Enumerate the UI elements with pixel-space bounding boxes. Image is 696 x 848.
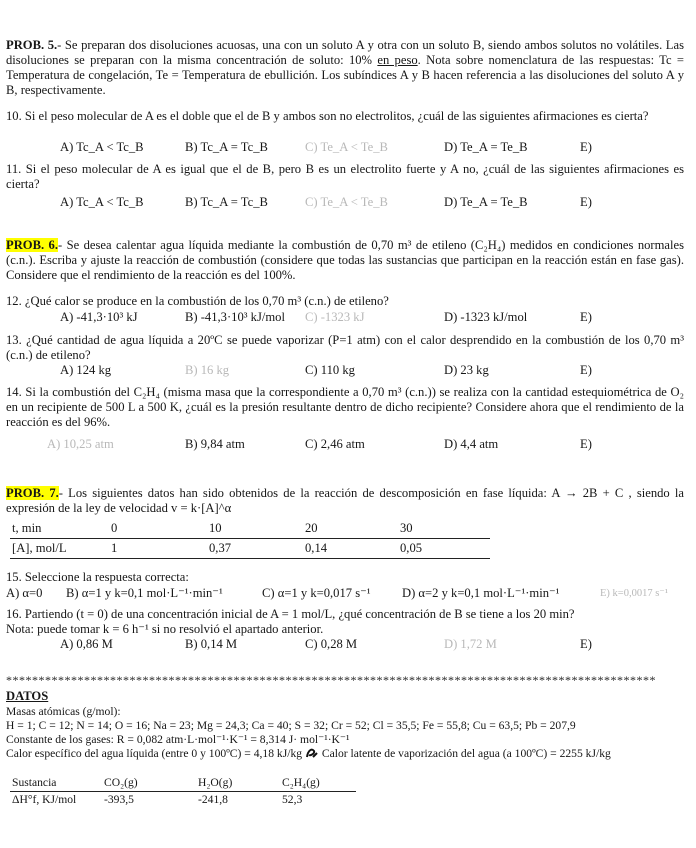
- kinetics-header-cell: 10: [209, 521, 222, 535]
- kinetics-cell: 0,05: [400, 541, 423, 555]
- enthalpy-header-cell: CO₂(g): [104, 776, 138, 789]
- q16-option-b: B) 0,14 M: [185, 637, 238, 651]
- q11-option-e: E): [580, 195, 592, 209]
- q10-option-d: D) Te_A = Te_B: [444, 140, 528, 154]
- q12-option-b: B) -41,3·10³ kJ/mol: [185, 310, 285, 324]
- datos-title: DATOS: [6, 689, 49, 703]
- q14-option-e: E): [580, 437, 592, 451]
- q16-note: Nota: puede tomar k = 6 h⁻¹ si no resolvió el apartado anterior.: [6, 622, 324, 636]
- q14-option-b: B) 9,84 atm: [185, 437, 245, 451]
- q13-option-e: E): [580, 363, 592, 377]
- enthalpy-header-cell: Sustancia: [12, 776, 57, 789]
- kinetics-header-cell: 0: [111, 521, 118, 535]
- q16-option-e: E): [580, 637, 592, 651]
- q10-option-b: B) Tc_A = Tc_B: [185, 140, 268, 154]
- datos-masas-label: Masas atómicas (g/mol):: [6, 705, 121, 718]
- separator-stars: ****************************************************************************************************: [6, 673, 656, 687]
- q13-option-c: C) 110 kg: [305, 363, 355, 377]
- q15-option-c: C) α=1 y k=0,017 s⁻¹: [262, 586, 371, 600]
- q14-option-a: A) 10,25 atm: [47, 437, 114, 451]
- prob6-intro: PROB. 6.- Se desea calentar agua líquida mediante la combustión de 0,70 m³ de etileno (C₂H₄) medidos en condiciones normales (c.n.). Escriba y ajuste la reacción de combustión (considere que todas las sustancias que participan en la reacción están en fase gas). Considere que el rendimiento de la reacción es del 100%.: [6, 238, 684, 282]
- q10-option-a: A) Tc_A < Tc_B: [60, 140, 144, 154]
- q11-option-b: B) Tc_A = Tc_B: [185, 195, 268, 209]
- kinetics-header-cell: 20: [305, 521, 318, 535]
- q16-text: 16. Partiendo (t = 0) de una concentración inicial de A = 1 mol/L, ¿qué concentración de B se tiene a los 20 min?: [6, 607, 575, 621]
- kinetics-header-cell: t, min: [12, 521, 42, 535]
- kinetics-cell: 0,14: [305, 541, 328, 555]
- kinetics-cell: 1: [111, 541, 118, 555]
- q13-option-a: A) 124 kg: [60, 363, 112, 377]
- q16-option-d: D) 1,72 M: [444, 637, 497, 651]
- q11-text: 11. Si el peso molecular de A es igual que el de B, pero B es un electrolito fuerte y A no, ¿cuál de las siguientes afirmaciones es cierta?: [6, 162, 684, 191]
- q12-option-a: A) -41,3·10³ kJ: [60, 310, 138, 324]
- q12-option-c: C) -1323 kJ: [305, 310, 365, 324]
- q15-option-e: E) k=0,0017 s⁻¹: [600, 588, 668, 599]
- q13-text: 13. ¿Qué cantidad de agua líquida a 20ºC se puede vaporizar (P=1 atm) con el calor desprendido en la combustión de los 0,70 m³ (c.n.) de etileno?: [6, 333, 684, 362]
- q14-option-c: C) 2,46 atm: [305, 437, 365, 451]
- q12-text: 12. ¿Qué calor se produce en la combustión de los 0,70 m³ (c.n.) de etileno?: [6, 294, 389, 308]
- kinetics-cell: 0,37: [209, 541, 232, 555]
- q11-option-a: A) Tc_A < Tc_B: [60, 195, 144, 209]
- prob5-intro: PROB. 5.- Se preparan dos disoluciones acuosas, una con un soluto A y otra con un soluto B, siendo ambos solutos no volátiles. Las disoluciones se preparan con la misma concentración de soluto: 10% en peso. Nota sobre nomenclatura de las respuestas: Tc = Temperatura de congelación, Te = Temperatura de ebullición. Los subíndices A y B hacen referencia a las disoluciones del soluto A y B, respectivamente.: [6, 38, 684, 97]
- prob7-label: PROB. 7.: [6, 486, 59, 500]
- q10-option-e: E): [580, 140, 592, 154]
- enthalpy-cell: 52,3: [282, 793, 303, 806]
- datos-calor-especifico: Calor específico del agua líquida (entre 0 y 100ºC) = 4,18 kJ/kg: [6, 747, 303, 760]
- q16-option-c: C) 0,28 M: [305, 637, 358, 651]
- enthalpy-header-cell: C₂H₄(g): [282, 776, 320, 789]
- q14-text: 14. Si la combustión del C₂H₄ (misma masa que la correspondiente a 0,70 m³ (c.n.)) se realiza con la cantidad estequiométrica de O₂ en un recipiente de 500 L a 500 K, ¿cuál es la presión resultante dentro de dicho recipiente? Considere ahora que el rendimiento de la reacción es del 96%.: [6, 385, 684, 429]
- q13-option-b: B) 16 kg: [185, 363, 230, 377]
- datos-masas: H = 1; C = 12; N = 14; O = 16; Na = 23; Mg = 24,3; Ca = 40; S = 32; Cr = 52; Cl = 35,5; Fe = 55,8; Cu = 63,5; Pb = 207,9: [6, 719, 576, 732]
- kinetics-table-rule: [10, 558, 490, 559]
- q12-option-d: D) -1323 kJ/mol: [444, 310, 528, 324]
- q15-option-a: A) α=0: [6, 586, 43, 600]
- kinetics-table-rule: [10, 538, 490, 539]
- q15-text: 15. Seleccione la respuesta correcta:: [6, 570, 189, 584]
- enthalpy-cell: -393,5: [104, 793, 134, 806]
- prob6-label: PROB. 6.: [6, 238, 58, 252]
- enthalpy-table-rule: [10, 791, 356, 792]
- q10-option-c: C) Te_A < Te_B: [305, 140, 388, 154]
- q12-option-e: E): [580, 310, 592, 324]
- q14-option-d: D) 4,4 atm: [444, 437, 499, 451]
- datos-calor-latente: Calor latente de vaporización del agua (a 100ºC) = 2255 kJ/kg: [321, 747, 611, 760]
- kinetics-cell: [A], mol/L: [12, 541, 67, 555]
- datos-gases: Constante de los gases: R = 0,082 atm·L·mol⁻¹·K⁻¹ = 8,314 J· mol⁻¹·K⁻¹: [6, 733, 350, 746]
- q15-option-d: D) α=2 y k=0,1 mol·L⁻¹·min⁻¹: [402, 586, 560, 600]
- prob7-intro: PROB. 7.- Los siguientes datos han sido obtenidos de la reacción de descomposición en fase líquida: A → 2B + C , siendo la expresión de la ley de velocidad v = k·[A]^α: [6, 486, 684, 515]
- q10-text: 10. Si el peso molecular de A es el doble que el de B y ambos son no electrolitos, ¿cuál de las siguientes afirmaciones es cierta?: [6, 109, 649, 123]
- kinetics-header-cell: 30: [400, 521, 413, 535]
- datos-calor: [6, 747, 611, 761]
- q13-option-d: D) 23 kg: [444, 363, 489, 377]
- q11-option-c: C) Te_A < Te_B: [305, 195, 388, 209]
- q11-option-d: D) Te_A = Te_B: [444, 195, 528, 209]
- q15-option-b: B) α=1 y k=0,1 mol·L⁻¹·min⁻¹: [66, 586, 223, 600]
- prob5-label: PROB. 5.: [6, 38, 58, 52]
- enthalpy-cell: ΔH°f, KJ/mol: [12, 793, 77, 806]
- q16-option-a: A) 0,86 M: [60, 637, 113, 651]
- enthalpy-cell: -241,8: [198, 793, 228, 806]
- enthalpy-header-cell: H₂O(g): [198, 776, 233, 789]
- handwritten-mark-icon: [305, 747, 319, 759]
